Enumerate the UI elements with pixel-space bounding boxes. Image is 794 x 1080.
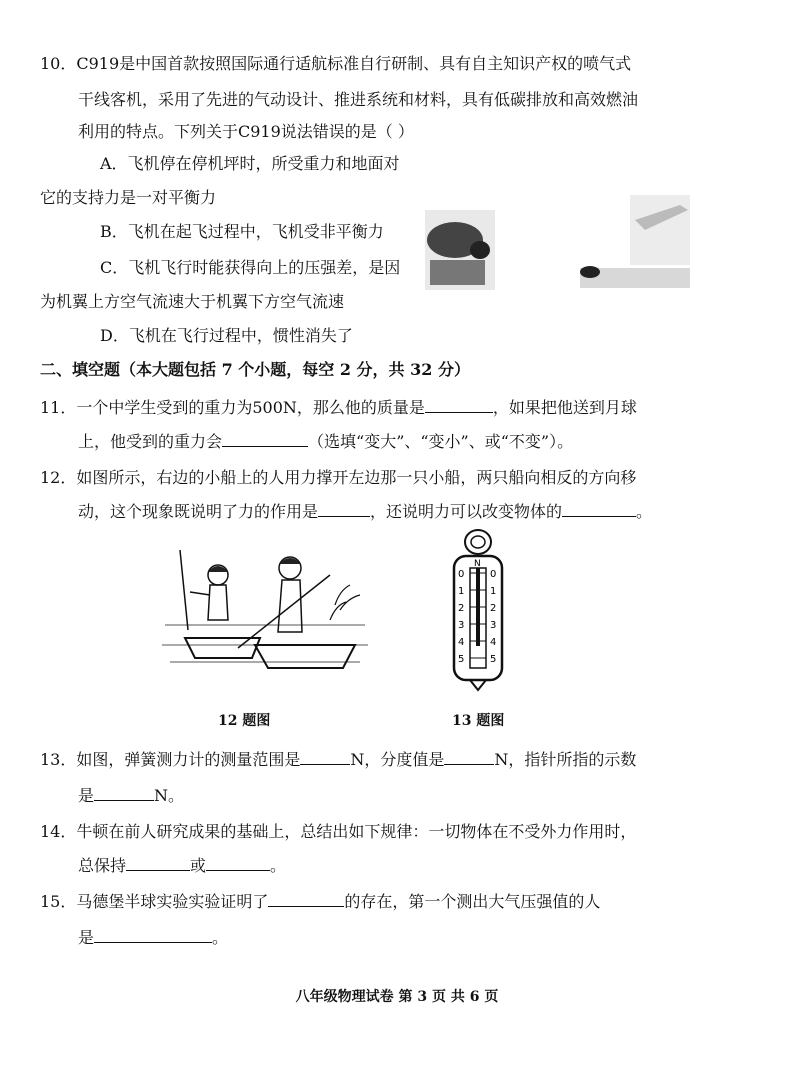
q11-blank-mass[interactable]	[425, 398, 493, 413]
q15-text-c: 是	[78, 928, 95, 947]
q13-text-e: N。	[154, 786, 185, 805]
q14-blank-state1[interactable]	[126, 856, 190, 871]
q15-text-d: 。	[212, 928, 229, 947]
q14-text-b: 总保持	[78, 856, 127, 875]
q11-line1	[40, 398, 637, 418]
q10-line1: 10．C919是中国首款按照国际通行适航标准自行研制、具有自主知识产权的喷气式	[40, 54, 632, 73]
tick-left-1: 1	[458, 586, 465, 597]
q14-text-d: 。	[270, 856, 287, 875]
q10-line2: 干线客机，采用了先进的气动设计、推进系统和材料，具有低碳排放和高效燃油	[78, 90, 639, 109]
q13-blank-range[interactable]	[300, 750, 350, 765]
q11-text-c: 上，他受到的重力会	[78, 432, 223, 451]
q14-line1: 14．牛顿在前人研究成果的基础上，总结出如下规律：一切物体在不受外力作用时，	[40, 822, 637, 841]
q11-line2	[78, 432, 573, 452]
q13-text-d: 是	[78, 786, 95, 805]
tick-right-5: 5	[490, 654, 497, 665]
q13-text-b: N，分度值是	[350, 750, 445, 769]
page-footer: 八年级物理试卷 第 3 页 共 6 页	[295, 989, 499, 1005]
q15-text-a: 15．马德堡半球实验实验证明了	[40, 892, 269, 911]
q11-text-d: （选填“变大”、“变小”、或“不变”）。	[308, 432, 574, 451]
q12-line1: 12．如图所示，右边的小船上的人用力撑开左边那一只小船，两只船向相反的方向移	[40, 468, 637, 487]
tick-right-3: 3	[490, 620, 497, 631]
q14-text-c: 或	[190, 856, 207, 875]
tick-left-0: 0	[458, 569, 465, 580]
q12-text-b: 动，这个现象既说明了力的作用是	[78, 502, 319, 521]
q11-text-a: 11．一个中学生受到的重力为500N，那么他的质量是	[40, 398, 425, 417]
airplane-photo	[420, 180, 710, 300]
q10-option-c-line2: 为机翼上方空气流速大于机翼下方空气流速	[40, 292, 345, 311]
section-2-header: 二、填空题（本大题包括 7 个小题，每空 2 分，共 32 分）	[40, 360, 470, 379]
scale-unit-label: N	[474, 559, 481, 569]
q15-text-b: 的存在，第一个测出大气压强值的人	[344, 892, 601, 911]
tick-right-4: 4	[490, 637, 497, 648]
figure-13-caption: 13 题图	[452, 713, 505, 729]
tick-right-1: 1	[490, 586, 497, 597]
boats-figure	[160, 550, 370, 680]
figure-12-caption: 12 题图	[218, 713, 271, 729]
q13-blank-division[interactable]	[444, 750, 494, 765]
q13-text-a: 13．如图，弹簧测力计的测量范围是	[40, 750, 301, 769]
q15-blank-person[interactable]	[94, 928, 212, 943]
q14-line2	[78, 856, 286, 876]
q12-blank-force[interactable]	[318, 502, 370, 517]
q14-blank-state2[interactable]	[206, 856, 270, 871]
tick-left-4: 4	[458, 637, 465, 648]
q15-blank-pressure[interactable]	[268, 892, 344, 907]
tick-left-5: 5	[458, 654, 465, 665]
q12-text-c: ，还说明力可以改变物体的	[370, 502, 563, 521]
q12-line2	[78, 502, 652, 522]
tick-left-2: 2	[458, 603, 465, 614]
q10-option-b: B．飞机在起飞过程中，飞机受非平衡力	[100, 222, 384, 241]
q12-blank-state[interactable]	[562, 502, 636, 517]
q13-blank-reading[interactable]	[94, 786, 154, 801]
spring-scale-figure	[448, 528, 508, 692]
q13-text-c: N，指针所指的示数	[494, 750, 637, 769]
q10-option-c-line1: C．飞机飞行时能获得向上的压强差，是因	[100, 258, 401, 277]
q10-option-a-line2: 它的支持力是一对平衡力	[40, 188, 217, 207]
tick-right-2: 2	[490, 603, 497, 614]
q12-text-d: 。	[636, 502, 653, 521]
q13-line1	[40, 750, 636, 770]
q11-text-b: ，如果把他送到月球	[492, 398, 637, 417]
q15-line1	[40, 892, 600, 912]
tick-right-0: 0	[490, 569, 497, 580]
q10-option-d: D．飞机在飞行过程中，惯性消失了	[100, 326, 353, 345]
q10-line3: 利用的特点。下列关于C919说法错误的是（ ）	[78, 122, 414, 141]
q15-line2	[78, 928, 228, 948]
q13-line2	[78, 786, 184, 806]
tick-left-3: 3	[458, 620, 465, 631]
q11-blank-gravity[interactable]	[222, 432, 308, 447]
q10-option-a-line1: A．飞机停在停机坪时，所受重力和地面对	[100, 154, 400, 173]
